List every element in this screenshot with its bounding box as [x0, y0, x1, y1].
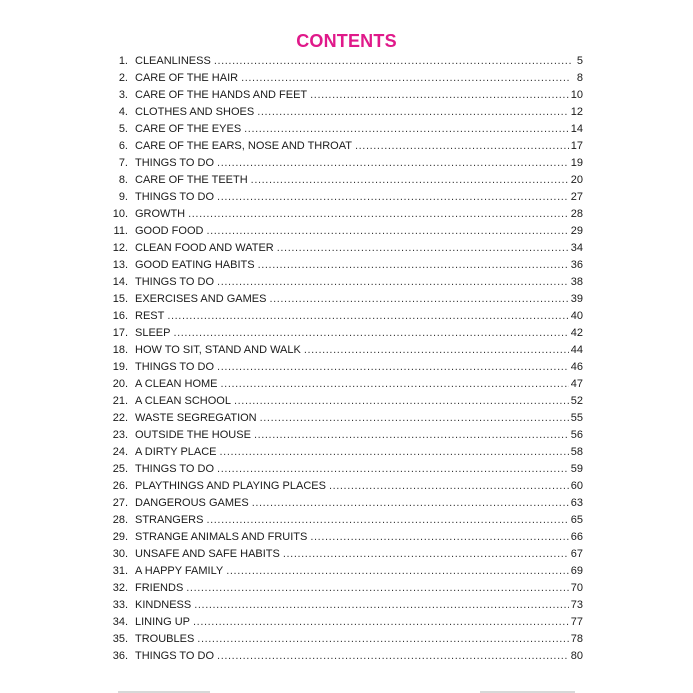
- toc-entry[interactable]: [104, 427, 583, 444]
- toc-dot-leader: [220, 444, 569, 461]
- toc-entry[interactable]: [104, 648, 583, 665]
- toc-entry-page-number: 8: [576, 72, 583, 84]
- toc-entry-title: CLEAN FOOD AND WATER: [135, 242, 274, 254]
- toc-entry-page-number: 46: [570, 361, 583, 373]
- toc-entry-title: THINGS TO DO: [135, 650, 215, 662]
- toc-entry[interactable]: [104, 257, 583, 274]
- toc-entry-number: 26.: [112, 480, 128, 492]
- toc-dot-leader: [217, 461, 569, 478]
- toc-entry-number: 10.: [112, 208, 128, 220]
- toc-dot-leader: [167, 308, 568, 325]
- toc-entry-page-number: 12: [570, 106, 583, 118]
- toc-entry[interactable]: [104, 87, 583, 104]
- toc-entry[interactable]: [104, 70, 583, 87]
- toc-entry-title: CLEANLINESS: [135, 55, 211, 67]
- toc-entry-number: 23.: [112, 429, 128, 441]
- toc-entry-page-number: 27: [570, 191, 583, 203]
- toc-dot-leader: [355, 138, 569, 155]
- toc-entry-page-number: 47: [570, 378, 583, 390]
- toc-dot-leader: [329, 478, 569, 495]
- toc-dot-leader: [206, 223, 568, 240]
- toc-entry[interactable]: [104, 172, 583, 189]
- toc-entry-number: 9.: [118, 191, 128, 203]
- toc-entry[interactable]: [104, 223, 583, 240]
- toc-entry-page-number: 34: [570, 242, 583, 254]
- toc-entry-title: TROUBLES: [135, 633, 195, 645]
- toc-dot-leader: [310, 87, 569, 104]
- toc-entry-title: OUTSIDE THE HOUSE: [135, 429, 251, 441]
- toc-dot-leader: [310, 529, 568, 546]
- toc-entry-title: CARE OF THE EARS, NOSE AND THROAT: [135, 140, 352, 152]
- toc-entry-title: GROWTH: [135, 208, 186, 220]
- toc-entry-page-number: 60: [570, 480, 583, 492]
- toc-entry[interactable]: [104, 189, 583, 206]
- toc-entry-title: THINGS TO DO: [135, 361, 215, 373]
- toc-entry-page-number: 55: [570, 412, 583, 424]
- toc-entry-number: 27.: [112, 497, 128, 509]
- toc-entry-title: A HAPPY FAMILY: [135, 565, 224, 577]
- toc-entry-number: 20.: [112, 378, 128, 390]
- toc-entry-title: PLAYTHINGS AND PLAYING PLACES: [135, 480, 326, 492]
- toc-entry[interactable]: [104, 325, 583, 342]
- toc-entry-title: STRANGE ANIMALS AND FRUITS: [135, 531, 308, 543]
- toc-dot-leader: [221, 376, 569, 393]
- toc-entry-title: THINGS TO DO: [135, 276, 215, 288]
- toc-entry-title: CLOTHES AND SHOES: [135, 106, 255, 118]
- toc-entry[interactable]: [104, 495, 583, 512]
- toc-entry[interactable]: [104, 393, 583, 410]
- toc-entry-number: 8.: [118, 174, 128, 186]
- toc-dot-leader: [234, 393, 569, 410]
- toc-entry-number: 30.: [112, 548, 128, 560]
- toc-entry-title: CARE OF THE EYES: [135, 123, 242, 135]
- toc-dot-leader: [252, 495, 569, 512]
- toc-entry[interactable]: [104, 291, 583, 308]
- toc-entry-number: 32.: [112, 582, 128, 594]
- toc-entry-number: 17.: [112, 327, 128, 339]
- toc-entry-page-number: 80: [570, 650, 583, 662]
- toc-entry-page-number: 58: [570, 446, 583, 458]
- toc-entry-title: THINGS TO DO: [135, 191, 215, 203]
- toc-entry[interactable]: [104, 597, 583, 614]
- toc-dot-leader: [269, 291, 568, 308]
- toc-entry-page-number: 5: [576, 55, 583, 67]
- toc-entry[interactable]: [104, 274, 583, 291]
- toc-entry-number: 29.: [112, 531, 128, 543]
- toc-entry-number: 1.: [118, 55, 128, 67]
- toc-entry[interactable]: [104, 359, 583, 376]
- toc-entry-page-number: 67: [570, 548, 583, 560]
- toc-entry-page-number: 73: [570, 599, 583, 611]
- toc-entry-title: EXERCISES AND GAMES: [135, 293, 267, 305]
- toc-entry[interactable]: [104, 631, 583, 648]
- toc-dot-leader: [217, 155, 569, 172]
- toc-dot-leader: [186, 580, 568, 597]
- toc-dot-leader: [283, 546, 569, 563]
- toc-entry-page-number: 65: [570, 514, 583, 526]
- toc-dot-leader: [194, 597, 569, 614]
- toc-entry-title: A CLEAN SCHOOL: [135, 395, 231, 407]
- toc-entry-title: REST: [135, 310, 165, 322]
- toc-entry-page-number: 36: [570, 259, 583, 271]
- toc-dot-leader: [197, 631, 568, 648]
- toc-dot-leader: [173, 325, 568, 342]
- toc-dot-leader: [217, 359, 569, 376]
- toc-entry-title: LINING UP: [135, 616, 191, 628]
- toc-dot-leader: [257, 104, 569, 121]
- toc-entry-number: 13.: [112, 259, 128, 271]
- toc-entry-title: CARE OF THE HANDS AND FEET: [135, 89, 308, 101]
- toc-entry-title: HOW TO SIT, STAND AND WALK: [135, 344, 301, 356]
- toc-entry-page-number: 59: [570, 463, 583, 475]
- toc-entry-page-number: 52: [570, 395, 583, 407]
- toc-entry[interactable]: [104, 104, 583, 121]
- toc-entry-page-number: 56: [570, 429, 583, 441]
- toc-entry-number: 4.: [118, 106, 128, 118]
- toc-entry[interactable]: [104, 240, 583, 257]
- toc-entry-page-number: 19: [570, 157, 583, 169]
- toc-entry[interactable]: [104, 461, 583, 478]
- toc-dot-leader: [217, 274, 569, 291]
- toc-entry-number: 35.: [112, 633, 128, 645]
- toc-dot-leader: [217, 648, 569, 665]
- toc-entry[interactable]: [104, 546, 583, 563]
- toc-entry-page-number: 38: [570, 276, 583, 288]
- toc-entry-number: 21.: [112, 395, 128, 407]
- toc-entry-page-number: 66: [570, 531, 583, 543]
- toc-entry-page-number: 77: [570, 616, 583, 628]
- toc-dot-leader: [251, 172, 569, 189]
- toc-entry-title: GOOD EATING HABITS: [135, 259, 255, 271]
- toc-entry[interactable]: [104, 206, 583, 223]
- toc-entry-title: SLEEP: [135, 327, 171, 339]
- toc-dot-leader: [193, 614, 569, 631]
- toc-entry[interactable]: [104, 342, 583, 359]
- toc-entry-number: 22.: [112, 412, 128, 424]
- toc-entry-page-number: 29: [570, 225, 583, 237]
- toc-entry-number: 5.: [118, 123, 128, 135]
- toc-entry-page-number: 63: [570, 497, 583, 509]
- toc-entry[interactable]: [104, 614, 583, 631]
- toc-entry-number: 12.: [112, 242, 128, 254]
- toc-entry-page-number: 10: [570, 89, 583, 101]
- toc-entry-number: 28.: [112, 514, 128, 526]
- toc-dot-leader: [214, 53, 571, 70]
- toc-entry-page-number: 20: [570, 174, 583, 186]
- toc-entry[interactable]: [104, 512, 583, 529]
- toc-entry-title: A DIRTY PLACE: [135, 446, 217, 458]
- toc-entry[interactable]: [104, 563, 583, 580]
- toc-entry-page-number: 44: [570, 344, 583, 356]
- toc-entry-page-number: 39: [570, 293, 583, 305]
- toc-entry-title: THINGS TO DO: [135, 463, 215, 475]
- toc-entry-title: GOOD FOOD: [135, 225, 204, 237]
- toc-entry-number: 15.: [112, 293, 128, 305]
- toc-entry-title: KINDNESS: [135, 599, 192, 611]
- toc-entry[interactable]: [104, 478, 583, 495]
- toc-entry[interactable]: [104, 444, 583, 461]
- toc-entry-page-number: 14: [570, 123, 583, 135]
- toc-entry[interactable]: [104, 410, 583, 427]
- page-title: CONTENTS: [296, 31, 397, 51]
- toc-entry[interactable]: [104, 529, 583, 546]
- toc-entry-number: 6.: [118, 140, 128, 152]
- toc-entry-page-number: 28: [570, 208, 583, 220]
- toc-entry-title: CARE OF THE HAIR: [135, 72, 239, 84]
- toc-entry-title: WASTE SEGREGATION: [135, 412, 257, 424]
- toc-dot-leader: [304, 342, 569, 359]
- toc-entry[interactable]: [104, 121, 583, 138]
- toc-dot-leader: [258, 257, 569, 274]
- toc-entry-page-number: 70: [570, 582, 583, 594]
- toc-entry-number: 36.: [112, 650, 128, 662]
- toc-dot-leader: [260, 410, 569, 427]
- toc-entry[interactable]: [104, 53, 583, 70]
- toc-entry-page-number: 42: [570, 327, 583, 339]
- toc-entry-page-number: 40: [570, 310, 583, 322]
- toc-entry-title: STRANGERS: [135, 514, 204, 526]
- toc-entry-number: 18.: [112, 344, 128, 356]
- toc-entry-title: DANGEROUS GAMES: [135, 497, 249, 509]
- toc-entry-number: 24.: [112, 446, 128, 458]
- toc-dot-leader: [277, 240, 569, 257]
- toc-entry-number: 25.: [112, 463, 128, 475]
- toc-entry-page-number: 69: [570, 565, 583, 577]
- toc-entry-number: 19.: [112, 361, 128, 373]
- toc-entry-number: 7.: [118, 157, 128, 169]
- toc-entry-number: 14.: [112, 276, 128, 288]
- toc-entry-number: 3.: [118, 89, 128, 101]
- toc-entry-title: UNSAFE AND SAFE HABITS: [135, 548, 280, 560]
- toc-dot-leader: [244, 121, 569, 138]
- toc-entry-number: 33.: [112, 599, 128, 611]
- toc-entry-number: 16.: [112, 310, 128, 322]
- toc-entry[interactable]: [104, 155, 583, 172]
- toc-dot-leader: [188, 206, 569, 223]
- toc-dot-leader: [254, 427, 569, 444]
- toc-entry-number: 11.: [113, 225, 128, 237]
- toc-entry[interactable]: [104, 580, 583, 597]
- toc-dot-leader: [226, 563, 569, 580]
- toc-entry-title: THINGS TO DO: [135, 157, 215, 169]
- toc-entry-title: FRIENDS: [135, 582, 184, 594]
- toc-entry[interactable]: [104, 138, 583, 155]
- toc-entry[interactable]: [104, 308, 583, 325]
- toc-dot-leader: [241, 70, 571, 87]
- toc-dot-leader: [217, 189, 569, 206]
- toc-entry-page-number: 17: [570, 140, 583, 152]
- toc-entry[interactable]: [104, 376, 583, 393]
- toc-entry-title: CARE OF THE TEETH: [135, 174, 248, 186]
- table-of-contents: [104, 53, 583, 665]
- toc-entry-title: A CLEAN HOME: [135, 378, 218, 390]
- toc-entry-number: 34.: [112, 616, 128, 628]
- toc-entry-number: 31.: [112, 565, 128, 577]
- toc-dot-leader: [206, 512, 568, 529]
- toc-entry-number: 2.: [118, 72, 128, 84]
- toc-entry-page-number: 78: [570, 633, 583, 645]
